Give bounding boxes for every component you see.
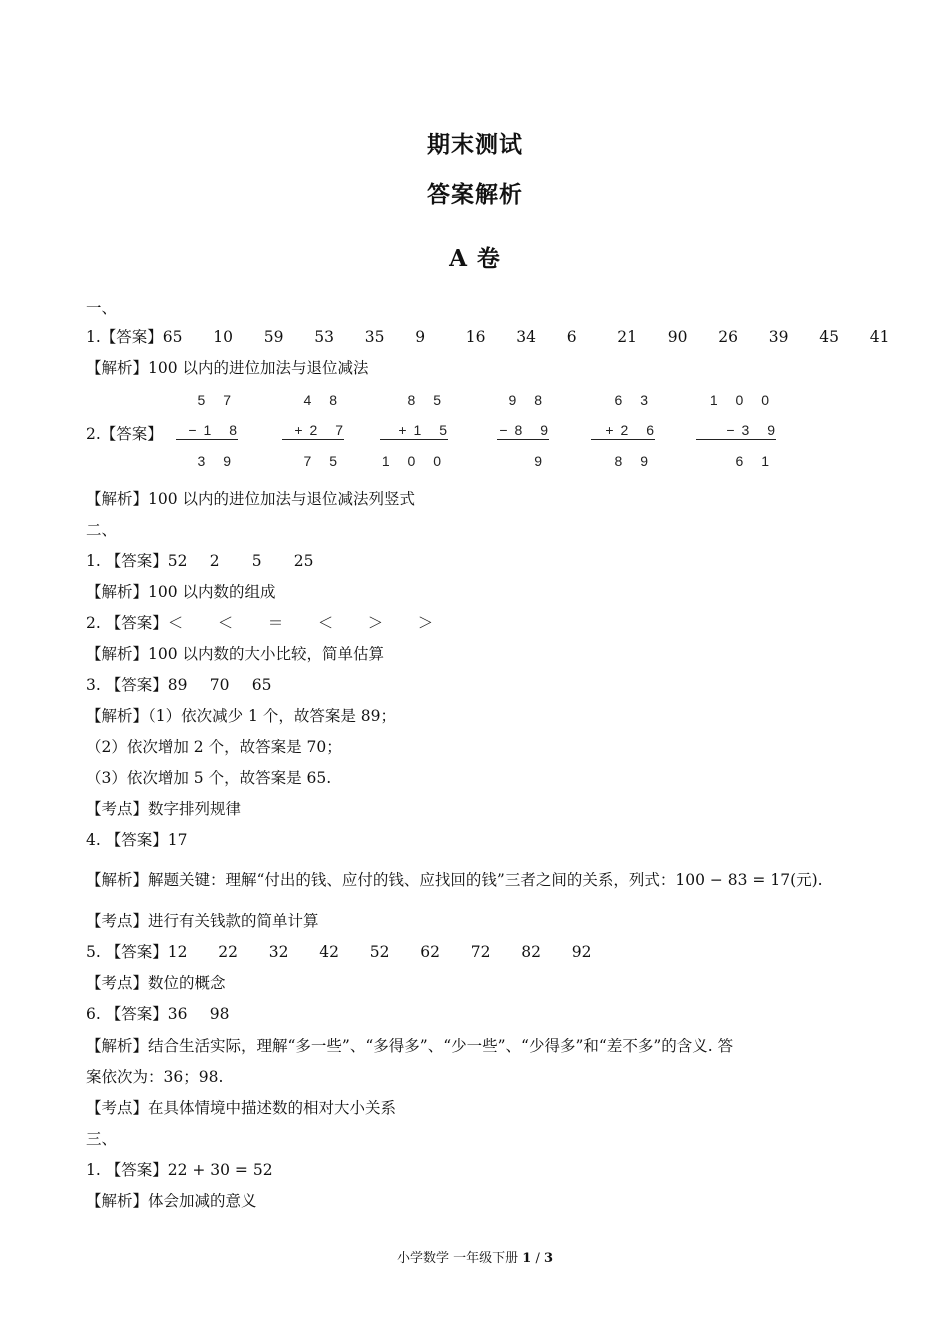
answer-item: 82 [521,943,541,961]
p2-q4-prefix: 4. 【答案】 [86,831,168,849]
p2-q4-formula: 100 − 83 = 17(元). [675,871,823,889]
vertical-bar [282,439,344,440]
p2-q4-point: 【考点】进行有关钱款的简单计算 [86,912,319,930]
p2-q5-answer-line [86,942,591,962]
answer-item: 32 [268,943,289,961]
answer-item: 70 [209,676,230,694]
answer-item: 39 [768,328,789,346]
answer-item: 90 [667,328,688,346]
answer-item: 2 [209,552,220,570]
part2-label: 二、 [86,521,118,539]
answer-item: 12 [167,943,188,961]
answer-item: 53 [314,328,335,346]
p2-q6-answer-line [86,1004,229,1024]
vertical-result: 7 5 [303,453,344,469]
p2-q3-answers [168,676,272,694]
vertical-result: 8 9 [614,453,655,469]
p2-q2-answers [168,614,434,632]
answer-item: 25 [293,552,314,570]
p2-q6-analysis: 【解析】结合生活实际，理解“多一些”、“多得多”、“少一些”、“少得多”和“差不多”的含义. 答 [86,1037,734,1055]
answer-item: ＞ [367,614,384,632]
p2-q2-analysis: 【解析】100 以内数的大小比较，简单估算 [86,645,385,663]
p2-q6-answers [168,1005,230,1023]
p2-q2-answer-line [86,613,433,633]
answer-item: 21 [617,328,638,346]
p3-q1-analysis: 【解析】体会加减的意义 [86,1192,257,1210]
vertical-op: −3 9 [726,422,782,438]
vertical-result: 1 0 0 [381,453,448,469]
vertical-bar [591,439,655,440]
answer-item: 34 [516,328,537,346]
part1-label: 一、 [86,299,118,317]
page-footer [0,1247,950,1266]
section-title: A 卷 [449,245,501,272]
answer-item: 65 [162,328,183,346]
answer-item: ＜ [217,614,234,632]
answer-item: 59 [263,328,284,346]
p2-q3-point: 【考点】数字排列规律 [86,800,242,818]
answer-item: 36 [167,1005,188,1023]
vertical-top: 8 5 [407,392,448,408]
answer-item: 26 [718,328,739,346]
answer-item: 65 [251,676,272,694]
p2-q4-answer-line [86,830,187,850]
p1-q1-answer-line [86,327,890,347]
p2-q3-analysis: 【解析】（1）依次减少 1 个，故答案是 89； [86,707,396,725]
answer-item: 89 [167,676,188,694]
p3-q1-prefix: 1. 【答案】 [86,1161,168,1179]
vertical-result: 6 1 [735,453,776,469]
answer-item: 35 [364,328,385,346]
vertical-bar [696,439,776,440]
p2-q1-prefix: 1. 【答案】 [86,552,168,570]
answer-item: 72 [470,943,491,961]
vertical-calc [696,392,782,472]
vertical-op: −8 9 [499,422,555,438]
vertical-top: 6 3 [614,392,655,408]
footer-separator: / [535,1251,540,1266]
answer-item: 62 [420,943,440,961]
answer-item: 98 [209,1005,230,1023]
vertical-op: +2 7 [294,422,350,438]
p2-q1-answer-line [86,551,313,571]
vertical-top: 4 8 [303,392,344,408]
p1-q2-prefix: 2.【答案】 [86,425,163,443]
answer-item: 41 [869,328,890,346]
p2-q1-analysis: 【解析】100 以内数的组成 [86,583,276,601]
p2-q2-prefix: 2. 【答案】 [86,614,168,632]
answer-item: 52 [167,552,188,570]
p2-q6-prefix: 6. 【答案】 [86,1005,168,1023]
answer-item: 45 [819,328,840,346]
p2-q3-line3: （3）依次增加 5 个，故答案是 65. [86,769,332,787]
p2-q6-point: 【考点】在具体情境中描述数的相对大小关系 [86,1099,397,1117]
vertical-top: 1 0 0 [709,392,776,408]
answer-item: 22 [218,943,238,961]
vertical-calc [497,392,555,472]
p1-q1-answers [163,328,890,346]
p2-q4-answer: 17 [167,831,188,849]
footer-course: 小学数学 一年级下册 [396,1251,519,1266]
answer-item: 42 [319,943,339,961]
vertical-op: +1 5 [398,422,454,438]
vertical-op: +2 6 [605,422,661,438]
vertical-bar [380,439,448,440]
answer-item: ＜ [317,614,334,632]
p2-q5-point: 【考点】数位的概念 [86,974,226,992]
vertical-op: −1 8 [188,422,244,438]
footer-page-number: 1 [522,1251,532,1266]
vertical-result: 3 9 [197,453,238,469]
p2-q1-answers [168,552,314,570]
vertical-calc [282,392,350,472]
p2-q6-line2: 案依次为：36；98. [86,1068,224,1086]
page-subtitle: 答案解析 [427,182,523,208]
p2-q4-analysis: 【解析】解题关键：理解“付出的钱、应付的钱、应找回的钱”三者之间的关系，列式： [86,871,676,889]
answer-item: 10 [213,328,234,346]
part3-label: 三、 [86,1130,118,1148]
p1-q2-analysis: 【解析】100 以内的进位加法与退位减法列竖式 [86,490,416,508]
answer-item: ＝ [267,614,284,632]
vertical-calc [380,392,454,472]
answer-item: 52 [369,943,390,961]
p2-q3-answer-line [86,675,271,695]
page-title: 期末测试 [427,132,523,158]
answer-item: 92 [571,943,592,961]
vertical-top: 9 8 [508,392,549,408]
vertical-top: 5 7 [197,392,238,408]
answer-item: ＜ [167,614,184,632]
answer-item: 6 [566,328,577,346]
footer-page-total: 3 [543,1251,554,1266]
p1-q1-prefix: 1.【答案】 [86,328,163,346]
vertical-calc [591,392,661,472]
p1-q1-analysis: 【解析】100 以内的进位加法与退位减法 [86,359,369,377]
answer-item: 9 [415,328,426,346]
p2-q5-prefix: 5. 【答案】 [86,943,168,961]
p3-q1-formula: 22 + 30 = 52 [167,1161,273,1179]
vertical-calc [176,392,244,472]
answer-item: 16 [465,328,486,346]
p2-q3-prefix: 3. 【答案】 [86,676,168,694]
p3-q1-answer-line [86,1160,273,1180]
vertical-bar [176,439,238,440]
answer-item: ＞ [417,614,434,632]
p2-q5-answers [168,943,592,961]
p2-q4-analysis-line [86,870,823,890]
p2-q3-line2: （2）依次增加 2 个，故答案是 70； [86,738,342,756]
vertical-bar [497,439,549,440]
vertical-result: 9 [534,453,549,469]
answer-item: 5 [251,552,262,570]
